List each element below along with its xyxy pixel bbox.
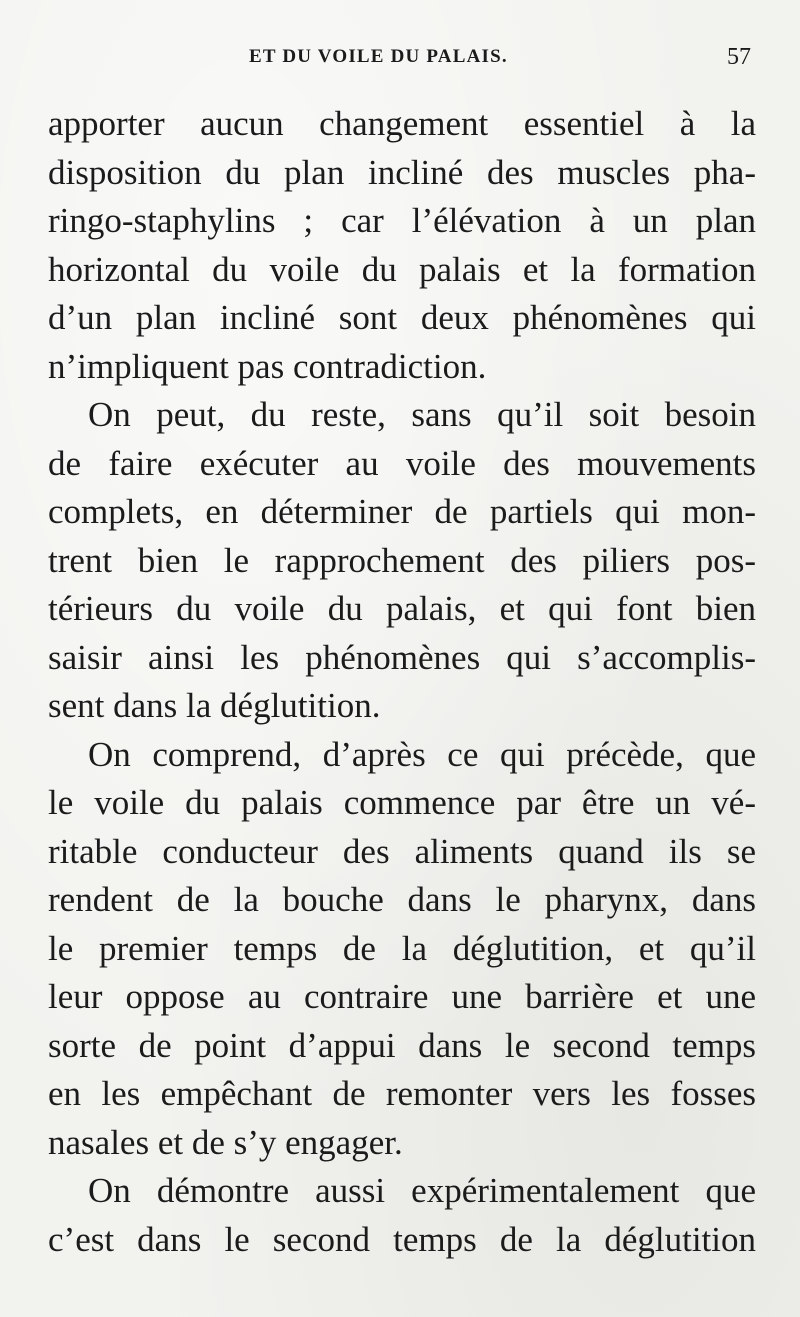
text-line: ringo-staphylins ; car l’élévation à un plan (48, 201, 756, 240)
text-line: c’est dans le second temps de la déglutition (48, 1219, 756, 1259)
page-number: 57 (727, 44, 751, 70)
text-line: n’impliquent pas contradiction. (48, 346, 487, 386)
paragraph-start-line: On peut, du reste, sans qu’il soit besoin (88, 395, 756, 434)
body-text (48, 100, 756, 1264)
text-line: nasales et de s’y engager. (48, 1122, 403, 1162)
running-title: ET DU VOILE DU PALAIS. (249, 46, 508, 67)
text-line: le premier temps de la déglutition, et qu’il (48, 928, 756, 968)
text-line: leur oppose au contraire une barrière et une (48, 977, 756, 1016)
text-line: apporter aucun changement essentiel à la (48, 104, 756, 143)
text-line: complets, en déterminer de partiels qui mon- (48, 492, 756, 531)
text-line: ritable conducteur des aliments quand ils se (48, 831, 756, 871)
text-line: disposition du plan incliné des muscles pha- (48, 152, 756, 192)
text-line: en les empêchant de remonter vers les fosses (48, 1074, 756, 1113)
text-line: rendent de la bouche dans le pharynx, dans (48, 880, 756, 919)
text-line: horizontal du voile du palais et la formation (48, 249, 756, 289)
text-line: le voile du palais commence par être un vé- (48, 783, 756, 822)
page-header (0, 44, 800, 74)
text-line: saisir ainsi les phénomènes qui s’accomplis- (48, 637, 756, 677)
text-line: de faire exécuter au voile des mouvements (48, 443, 756, 483)
text-line: d’un plan incliné sont deux phénomènes qui (48, 298, 756, 337)
text-line: sorte de point d’appui dans le second temps (48, 1025, 756, 1065)
text-line: térieurs du voile du palais, et qui font bien (48, 589, 756, 628)
text-line: sent dans la déglutition. (48, 686, 381, 725)
paragraph-start-line: On démontre aussi expérimentalement que (88, 1171, 756, 1210)
text-line: trent bien le rapprochement des piliers pos- (48, 540, 756, 580)
paragraph-start-line: On comprend, d’après ce qui précède, que (88, 734, 756, 774)
